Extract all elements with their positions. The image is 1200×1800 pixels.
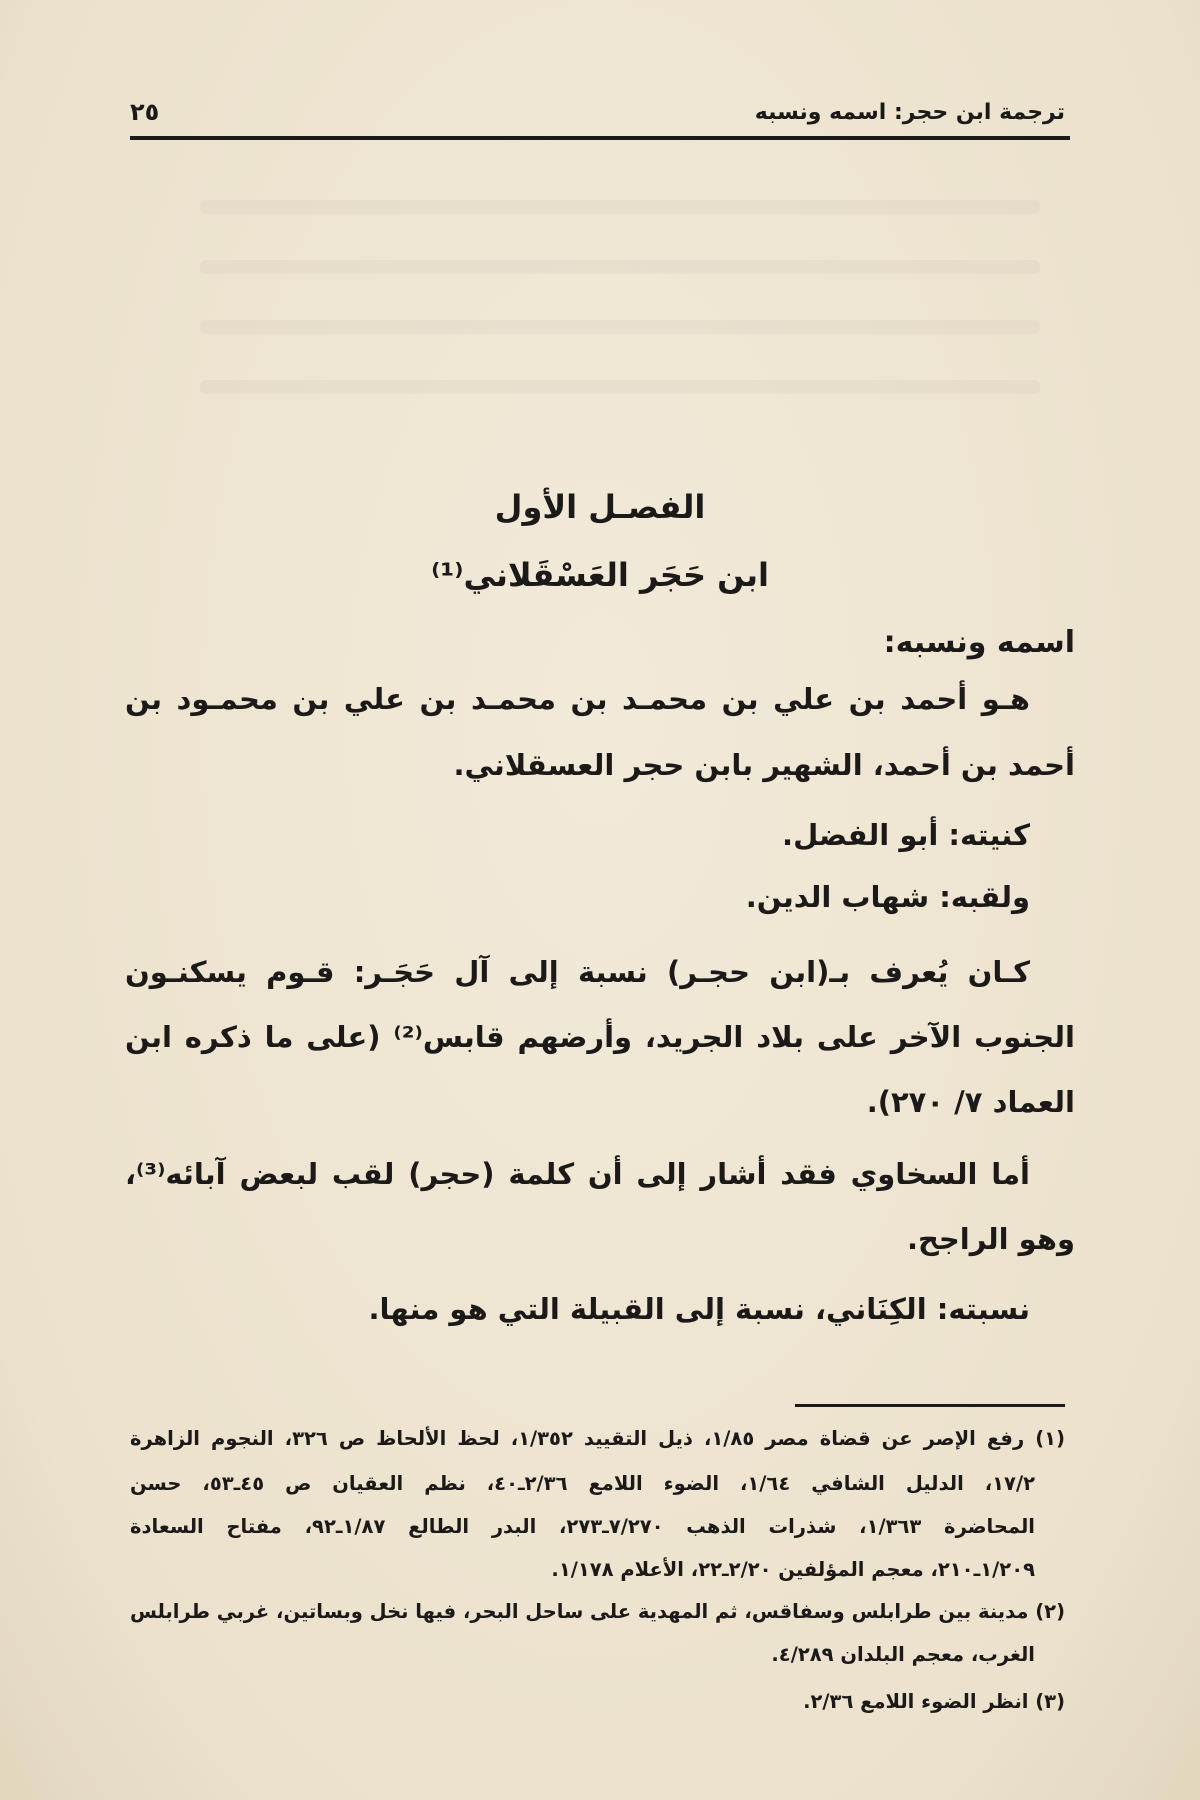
body-line: كنيته: أبو الفضل. xyxy=(782,818,1030,852)
footnote-line: (١) رفع الإصر عن قضاة مصر ١/٨٥، ذيل التقييد ١/٣٥٢، لحظ الألحاظ ص ٣٢٦، النجوم الزاهرة xyxy=(130,1427,1065,1450)
bleed-through-text xyxy=(200,380,1040,394)
body-line: وهو الراجح. xyxy=(906,1222,1075,1256)
body-line: هـو أحمد بن علي بن محمـد بن محمـد بن علي بن محمـود بن xyxy=(125,682,1030,716)
footnote-rule xyxy=(795,1404,1065,1407)
bleed-through-text xyxy=(200,260,1040,274)
running-title: ترجمة ابن حجر: اسمه ونسبه xyxy=(754,100,1065,125)
body-line: كـان يُعرف بـ(ابن حجـر) نسبة إلى آل حَجَـر: قـوم يسكنـون xyxy=(125,955,1030,989)
chapter-title: الفصـل الأول xyxy=(494,488,706,526)
chapter-subtitle: ابن حَجَر العَسْقَلاني⁽¹⁾ xyxy=(431,556,769,594)
body-line: أحمد بن أحمد، الشهير بابن حجر العسقلاني. xyxy=(453,748,1075,782)
body-line: الجنوب الآخر على بلاد الجريد، وأرضهم قابس⁽²⁾ (على ما ذكره ابن xyxy=(125,1020,1075,1054)
body-line: ولقبه: شهاب الدين. xyxy=(745,880,1030,914)
footnote-line: ١٧/٢، الدليل الشافي ١/٦٤، الضوء اللامع ٢/٣٦ـ٤٠، نظم العقيان ص ٤٥ـ٥٣، حسن xyxy=(130,1472,1035,1495)
body-line: العماد ٧/ ٢٧٠). xyxy=(866,1085,1075,1119)
body-line: أما السخاوي فقد أشار إلى أن كلمة (حجر) لقب لبعض آبائه⁽³⁾، xyxy=(125,1157,1030,1191)
footnote-line: (٣) انظر الضوء اللامع ٢/٣٦. xyxy=(803,1690,1065,1713)
header-rule xyxy=(130,136,1070,140)
body-line: نسبته: الكِنَاني، نسبة إلى القبيلة التي هو منها. xyxy=(368,1292,1030,1326)
section-heading: اسمه ونسبه: xyxy=(883,625,1075,660)
page-number: ٢٥ xyxy=(130,98,160,126)
footnote-line: الغرب، معجم البلدان ٤/٢٨٩. xyxy=(771,1643,1035,1666)
footnote-line: ١/٢٠٩ـ٢١٠، معجم المؤلفين ٢/٢٠ـ٢٢، الأعلام ١/١٧٨. xyxy=(551,1558,1035,1581)
footnote-line: المحاضرة ١/٣٦٣، شذرات الذهب ٧/٢٧٠ـ٢٧٣، البدر الطالع ١/٨٧ـ٩٢، مفتاح السعادة xyxy=(130,1515,1035,1538)
bleed-through-text xyxy=(200,200,1040,214)
bleed-through-text xyxy=(200,320,1040,334)
footnote-line: (٢) مدينة بين طرابلس وسفاقس، ثم المهدية على ساحل البحر، فيها نخل وبساتين، غربي طرابلس xyxy=(129,1600,1065,1623)
